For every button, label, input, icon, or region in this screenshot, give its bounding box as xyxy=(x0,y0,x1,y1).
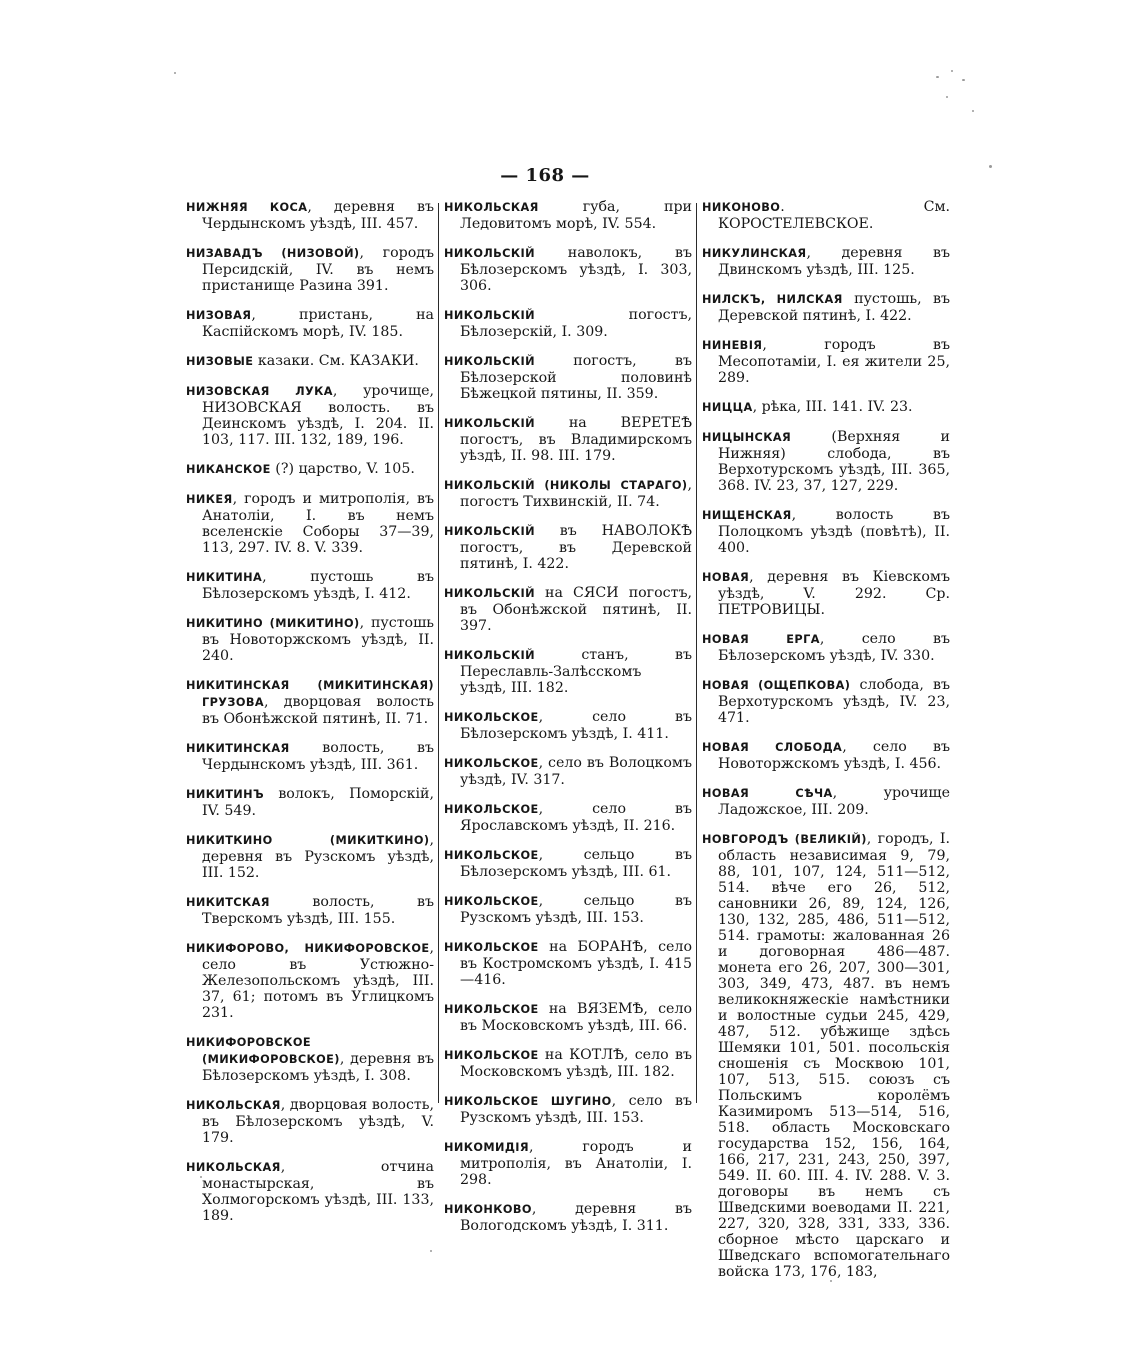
index-entry xyxy=(186,740,434,773)
entry-text: на БОРАНѢ, село въ Костромскомъ уѣздѣ, I. 415—416. xyxy=(460,939,692,988)
index-entry xyxy=(702,569,950,618)
entry-headword: НИКОНКОВО xyxy=(444,1203,532,1216)
index-entry xyxy=(186,353,434,370)
index-entry xyxy=(444,245,692,294)
entry-headword: НИЗОВСКАЯ ЛУКА xyxy=(186,385,333,398)
entry-headword: НИКИТКИНО (МИКИТКИНО) xyxy=(186,834,430,847)
entry-text: , село въ Бѣлозерскомъ уѣздѣ, I. 411. xyxy=(460,709,692,742)
index-entry xyxy=(186,307,434,340)
column-divider xyxy=(438,203,439,1103)
scan-speck xyxy=(174,72,176,74)
entry-text: , деревня въ Кіевскомъ уѣздѣ, V. 292. Ср. ПЕТРОВИЦЫ. xyxy=(718,569,950,618)
index-entry xyxy=(186,940,434,1021)
index-entry xyxy=(444,801,692,834)
entry-text: , пристань, на Каспійскомъ морѣ, IV. 185. xyxy=(202,307,434,340)
entry-text: , деревня въ Чердынскомъ уѣздѣ, III. 457. xyxy=(202,199,434,232)
entry-text: на КОТЛѢ, село въ Московскомъ уѣздѣ, III. 182. xyxy=(460,1047,692,1080)
index-entry xyxy=(702,631,950,664)
index-entry xyxy=(444,893,692,926)
entry-text: на ВЕРЕТЕѢ погостъ, въ Владимирскомъ уѣздѣ, II. 98. III. 179. xyxy=(460,415,692,464)
page-number: — 168 — xyxy=(500,165,590,186)
entry-text: , село въ Новоторжскомъ уѣздѣ, I. 456. xyxy=(718,739,950,772)
entry-headword: НИКОМИДІЯ xyxy=(444,1141,530,1154)
column-divider xyxy=(696,203,697,1103)
entry-text: , отчина монастырская, въ Холмогорскомъ уѣздѣ, III. 133, 189. xyxy=(202,1159,434,1224)
entry-text: , село въ Волоцкомъ уѣздѣ, IV. 317. xyxy=(460,755,692,788)
index-columns xyxy=(186,199,958,1280)
entry-text: , рѣка, III. 141. IV. 23. xyxy=(752,399,913,415)
index-entry xyxy=(186,199,434,232)
entry-headword: НИКИТИНЪ xyxy=(186,788,265,801)
entry-headword: НИКОЛЬСКІЙ xyxy=(444,247,535,260)
entry-text: , дворцовая волость, въ Бѣлозерскомъ уѣздѣ, V. 179. xyxy=(202,1097,434,1146)
index-entry xyxy=(702,677,950,726)
entry-headword: НИКОЛЬСКІЙ xyxy=(444,649,535,662)
entry-text: , пустошь въ Новоторжскомъ уѣздѣ, II. 240. xyxy=(202,615,434,664)
entry-headword: НИКИТИНСКАЯ (МИКИТИНСКАЯ) ГРУЗОВА xyxy=(186,679,434,709)
entry-headword: НИЦЫНСКАЯ xyxy=(702,431,792,444)
entry-headword: НИКОЛЬСКОЕ xyxy=(444,895,539,908)
index-entry xyxy=(186,1097,434,1146)
index-entry xyxy=(186,1034,434,1084)
index-entry xyxy=(444,1139,692,1188)
entry-text: , урочище, НИЗОВСКАЯ волость. въ Деинскомъ уѣздѣ, I. 204. II. 103, 117. III. 132, 189, 196. xyxy=(202,383,434,448)
entry-text: , погостъ Тихвинскій, II. 74. xyxy=(460,477,692,510)
entry-headword: НОВАЯ ЕРГА xyxy=(702,633,820,646)
index-entry xyxy=(702,337,950,386)
entry-text: волокъ, Поморскій, IV. 549. xyxy=(202,786,434,819)
entry-text: , деревня въ Рузскомъ уѣздѣ, III. 152. xyxy=(202,832,434,881)
index-entry xyxy=(702,429,950,494)
entry-headword: НИЗАВАДЪ (НИЗОВОЙ) xyxy=(186,247,360,260)
index-entry xyxy=(702,831,950,1280)
entry-text: , деревня въ Вологодскомъ уѣздѣ, I. 311. xyxy=(460,1201,692,1234)
index-column-3 xyxy=(702,199,950,1293)
index-entry xyxy=(702,291,950,324)
scan-speck xyxy=(972,110,974,112)
index-entry xyxy=(702,739,950,772)
index-entry xyxy=(702,399,950,416)
entry-text: , деревня въ Двинскомъ уѣздѣ, III. 125. xyxy=(718,245,950,278)
entry-headword: НИКЕЯ xyxy=(186,493,233,506)
entry-headword: НИКОЛЬСКОЕ xyxy=(444,941,539,954)
index-entry xyxy=(186,894,434,927)
index-entry xyxy=(186,491,434,556)
entry-text: , село въ Бѣлозерскомъ уѣздѣ, IV. 330. xyxy=(718,631,950,664)
entry-text: погостъ, Бѣлозерскій, I. 309. xyxy=(460,307,692,340)
entry-headword: НИЩЕНСКАЯ xyxy=(702,509,792,522)
entry-headword: НИКОЛЬСКОЕ xyxy=(444,803,539,816)
index-entry xyxy=(186,569,434,602)
index-entry xyxy=(444,523,692,572)
entry-headword: НОВАЯ (ОЩЕПКОВА) xyxy=(702,679,851,692)
entry-headword: НИКОЛЬСКОЕ xyxy=(444,757,539,770)
entry-headword: НИКОЛЬСКІЙ xyxy=(444,417,535,430)
entry-text: , городъ и митрополія, въ Анатоліи, I. въ немъ вселенскіе Соборы 37—39, 113, 297. IV. 8. V. 339. xyxy=(202,491,434,556)
entry-text: , городъ, I. область независимая 9, 79, 88, 101, 107, 124, 511—512, 514. вѣче его 26, 512, сановники 26, 89, 124, 126, 130, 132, 285, 486, 511—512, 514. грамоты: жалованная 26 и договорная 486—487. монета его 26, 207, 300—301, 303, 349, 473, 487. въ немъ великокняжескіе намѣстники и волостные судьи 245, 429, 487, 512. убѣжище здѣсь Шемяки 101, 501. посольскія сношенія съ Москвою 101, 107, 513, 515. союзъ съ Польскимъ королёмъ Казимиромъ 513—514, 516, 518. область Московскаго государства 152, 156, 164, 166, 217, 231, 243, 250, 397, 549. II. 60. III. 4. IV. 288. V. 3. договоры въ немъ съ Шведскими воеводами II. 221, 227, 320, 328, 331, 333, 336. сборное мѣсто царскаго и Шведскаго вспомогательнаго войска 173, 176, 183, xyxy=(718,831,950,1280)
index-entry xyxy=(702,785,950,818)
entry-headword: НИКОЛЬСКІЙ xyxy=(444,587,535,600)
entry-headword: НИКОЛЬСКІЙ (НИКОЛЫ СТАРАГО) xyxy=(444,479,688,492)
index-entry xyxy=(444,755,692,788)
index-entry xyxy=(444,585,692,634)
entry-headword: НИКИТСКАЯ xyxy=(186,896,270,909)
entry-text: на СЯСИ погостъ, въ Обонѣжской пятинѣ, II. 397. xyxy=(460,585,692,634)
entry-headword: НИКИФОРОВСКОЕ (МИКИФОРОВСКОЕ) xyxy=(186,1036,340,1066)
entry-text: пустошь, въ Деревской пятинѣ, I. 422. xyxy=(718,291,950,324)
entry-headword: НИКОЛЬСКОЕ xyxy=(444,1049,539,1062)
entry-headword: НИКАНСКОЕ xyxy=(186,463,271,476)
index-entry xyxy=(444,353,692,402)
entry-headword: НИКУЛИНСКАЯ xyxy=(702,247,807,260)
entry-headword: НИЗОВАЯ xyxy=(186,309,252,322)
entry-headword: НИЖНЯЯ КОСА xyxy=(186,201,308,214)
entry-text: станъ, въ Переславль-Залѣсскомъ уѣздѣ, III. 182. xyxy=(460,647,692,696)
entry-headword: НОВАЯ СѢЧА xyxy=(702,787,833,800)
index-entry xyxy=(444,647,692,696)
entry-headword: НИКОЛЬСКАЯ xyxy=(444,201,539,214)
entry-text: казаки. См. КАЗАКИ. xyxy=(253,353,419,369)
index-column-2 xyxy=(444,199,692,1247)
entry-headword: НИКОЛЬСКІЙ xyxy=(444,525,535,538)
entry-text: слобода, въ Верхотурскомъ уѣздѣ, IV. 23, 471. xyxy=(718,677,950,726)
entry-headword: НИЗОВЫЕ xyxy=(186,355,254,368)
entry-text: , городъ и митрополія, въ Анатоліи, I. 298. xyxy=(460,1139,692,1188)
index-entry xyxy=(186,1159,434,1224)
index-entry xyxy=(702,245,950,278)
scan-speck xyxy=(936,76,939,78)
index-entry xyxy=(186,461,434,478)
entry-text: , сельцо въ Рузскомъ уѣздѣ, III. 153. xyxy=(460,893,692,926)
index-entry xyxy=(444,1047,692,1080)
entry-text: , пустошь въ Бѣлозерскомъ уѣздѣ, I. 412. xyxy=(202,569,434,602)
entry-text: (?) царство, V. 105. xyxy=(270,461,415,477)
index-entry xyxy=(444,415,692,464)
entry-text: , сельцо въ Бѣлозерскомъ уѣздѣ, III. 61. xyxy=(460,847,692,880)
index-column-1 xyxy=(186,199,434,1237)
entry-headword: НИКОЛЬСКІЙ xyxy=(444,355,535,368)
index-entry xyxy=(186,786,434,819)
entry-text: (Верхняя и Нижняя) слобода, въ Верхотурскомъ уѣздѣ, III. 365, 368. IV. 23, 37, 127, 229. xyxy=(718,429,950,494)
entry-text: , урочище Ладожское, III. 209. xyxy=(718,785,950,818)
entry-headword: НИЦЦА xyxy=(702,401,753,414)
entry-headword: НИНЕВІЯ xyxy=(702,339,763,352)
scan-speck xyxy=(989,165,992,168)
scan-speck xyxy=(962,79,965,81)
entry-text: волость, въ Чердынскомъ уѣздѣ, III. 361. xyxy=(202,740,434,773)
entry-text: , дворцовая волость въ Обонѣжской пятинѣ, II. 71. xyxy=(202,694,434,727)
entry-text: , деревня въ Бѣлозерскомъ уѣздѣ, I. 308. xyxy=(202,1051,434,1084)
entry-headword: НИКОЛЬСКАЯ xyxy=(186,1099,281,1112)
scan-speck xyxy=(946,96,948,98)
entry-headword: НИКОЛЬСКІЙ xyxy=(444,309,535,322)
entry-headword: НИКОЛЬСКОЕ xyxy=(444,1003,539,1016)
entry-headword: НИКОНОВО xyxy=(702,201,781,214)
index-entry xyxy=(444,939,692,988)
entry-text: волость, въ Тверскомъ уѣздѣ, III. 155. xyxy=(202,894,434,927)
index-entry xyxy=(186,383,434,448)
entry-headword: НИЛСКЪ, НИЛСКАЯ xyxy=(702,293,843,306)
entry-text: , село въ Ярославскомъ уѣздѣ, II. 216. xyxy=(460,801,692,834)
entry-headword: НИКИТИНО (МИКИТИНО) xyxy=(186,617,360,630)
entry-text: губа, при Ледовитомъ морѣ, IV. 554. xyxy=(460,199,692,232)
entry-text: въ НАВОЛОКѢ погостъ, въ Деревской пятинѣ, I. 422. xyxy=(460,523,692,572)
index-entry xyxy=(702,199,950,232)
entry-headword: НИКОЛЬСКОЕ xyxy=(444,849,539,862)
index-entry xyxy=(186,615,434,664)
index-entry xyxy=(186,832,434,881)
entry-text: , городъ Персидскій, IV. въ немъ пристанище Разина 391. xyxy=(202,245,434,294)
index-entry xyxy=(444,199,692,232)
entry-text: , волость въ Полоцкомъ уѣздѣ (повѣтѣ), II. 400. xyxy=(718,507,950,556)
entry-headword: НИКИТИНСКАЯ xyxy=(186,742,290,755)
index-entry xyxy=(444,847,692,880)
index-entry xyxy=(444,1201,692,1234)
scan-speck xyxy=(951,70,953,72)
entry-headword: НОВАЯ xyxy=(702,571,750,584)
entry-text: , село въ Устюжно-Железопольскомъ уѣздѣ, III. 37, 61; потомъ въ Углицкомъ 231. xyxy=(202,940,434,1021)
entry-headword: НИКОЛЬСКОЕ ШУГИНО xyxy=(444,1095,612,1108)
entry-text: . См. КОРОСТЕЛЕВСКОЕ. xyxy=(718,199,950,232)
index-entry xyxy=(186,245,434,294)
entry-text: наволокъ, въ Бѣлозерскомъ уѣздѣ, I. 303, 306. xyxy=(460,245,692,294)
index-entry xyxy=(444,709,692,742)
index-entry xyxy=(702,507,950,556)
entry-headword: НОВГОРОДЪ (ВЕЛИКІЙ) xyxy=(702,833,867,846)
scan-speck xyxy=(430,1250,432,1252)
index-entry xyxy=(444,307,692,340)
entry-headword: НИКИТИНА xyxy=(186,571,263,584)
entry-text: , городъ въ Месопотаміи, I. ея жители 25, 289. xyxy=(718,337,950,386)
index-entry xyxy=(444,1001,692,1034)
entry-headword: НИКОЛЬСКОЕ xyxy=(444,711,539,724)
entry-headword: НИКОЛЬСКАЯ xyxy=(186,1161,281,1174)
entry-headword: НИКИФОРОВО, НИКИФОРОВСКОЕ xyxy=(186,942,430,955)
index-entry xyxy=(444,477,692,510)
entry-text: погостъ, въ Бѣлозерской половинѣ Бѣжецкой пятины, II. 359. xyxy=(460,353,692,402)
index-entry xyxy=(186,677,434,727)
index-entry xyxy=(444,1093,692,1126)
entry-headword: НОВАЯ СЛОБОДА xyxy=(702,741,843,754)
entry-text: , село въ Рузскомъ уѣздѣ, III. 153. xyxy=(460,1093,692,1126)
entry-text: на ВЯЗЕМѢ, село въ Московскомъ уѣздѣ, III. 66. xyxy=(460,1001,692,1034)
